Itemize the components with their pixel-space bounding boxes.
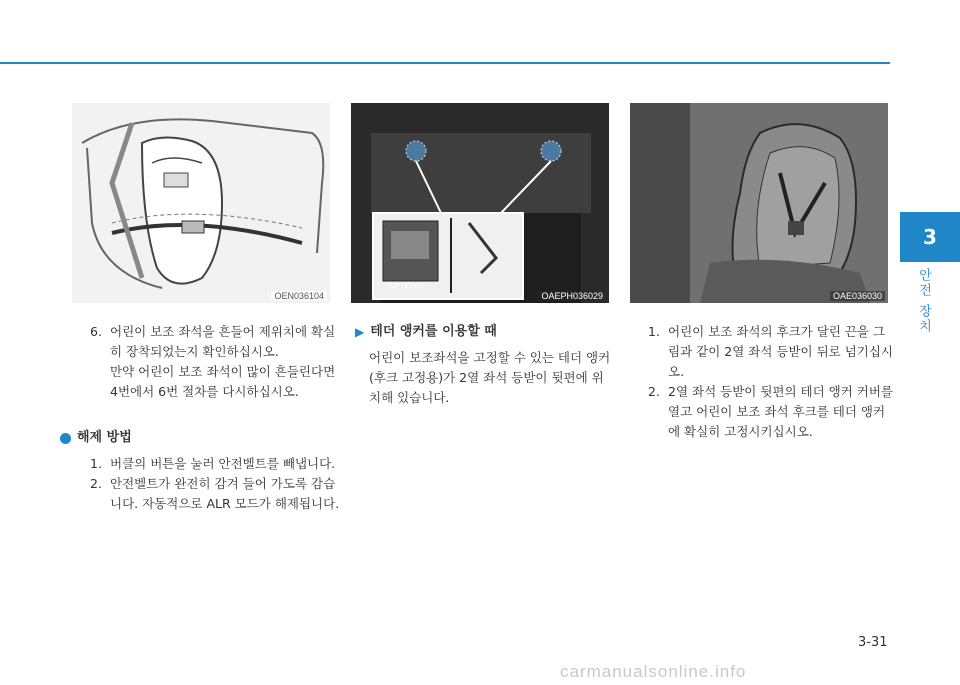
chapter-tab[interactable]: [900, 212, 960, 262]
release-heading-text: 해제 방법: [77, 430, 132, 445]
step-text: 어린이 보조 좌석의 후크가 달린 끈을 그림과 같이 2열 좌석 등받이 뒤로 넘기십시오.: [668, 324, 893, 379]
tether-body: 어린이 보조좌석을 고정할 수 있는 테더 앵커(후크 고정용)가 2열 좌석 등받이 뒷편에 위치해 있습니다.: [369, 350, 611, 405]
step-text: 버클의 버튼을 눌러 안전벨트를 빼냅니다.: [110, 456, 336, 471]
step-number: 2.: [90, 476, 102, 491]
figure-code: OEN036104: [271, 291, 327, 301]
release-section: [60, 428, 340, 514]
child-seat-illustration: [72, 103, 330, 303]
right-column: [648, 322, 893, 442]
release-step: [90, 474, 340, 514]
trunk-tether-photo: [351, 103, 609, 303]
tether-step: [648, 382, 893, 442]
watermark: carmanualsonline.info: [560, 662, 747, 681]
page-number: 3-31: [858, 635, 888, 650]
bullet-icon: [60, 433, 71, 444]
figure-child-seat-installed: [630, 103, 888, 303]
step-number: 6.: [90, 324, 102, 339]
installed-seat-photo: [630, 103, 888, 303]
step-6: [90, 322, 340, 362]
figure-code: OAE036030: [830, 291, 885, 301]
chapter-label: 안전 장치: [916, 268, 931, 335]
middle-column: [355, 322, 615, 408]
step-number: 1.: [90, 456, 102, 471]
step-text: 2열 좌석 등받이 뒷편의 테더 앵커 커버를 열고 어린이 보조 좌석 후크를 테더 앵커에 확실히 고정시키십시오.: [668, 384, 893, 439]
release-heading: [60, 428, 340, 448]
tether-heading: [355, 322, 615, 342]
chapter-number: 3: [923, 225, 937, 249]
figure-code: OAEPH036029: [538, 291, 606, 301]
inset-label: TOP TETHER: [387, 284, 425, 290]
step-number: 2.: [648, 384, 660, 399]
step-number: 1.: [648, 324, 660, 339]
tether-heading-text: 테더 앵커를 이용할 때: [370, 324, 497, 339]
release-step: [90, 454, 340, 474]
figure-child-seat-lap-belt: [72, 103, 330, 303]
step-6-note: 만약 어린이 보조 좌석이 많이 흔들린다면 4번에서 6번 절차를 다시하십시오.: [110, 364, 336, 399]
left-column: [90, 322, 340, 402]
triangle-right-icon: ▶: [355, 325, 365, 339]
figure-tether-anchor: [351, 103, 609, 303]
tether-step: [648, 322, 893, 382]
step-text: 안전벨트가 완전히 감겨 들어 가도록 감습니다. 자동적으로 ALR 모드가 해제됩니다.: [110, 476, 340, 511]
top-rule: [0, 62, 890, 64]
step-text: 어린이 보조 좌석을 흔들어 제위치에 확실히 장착되었는지 확인하십시오.: [110, 324, 336, 359]
